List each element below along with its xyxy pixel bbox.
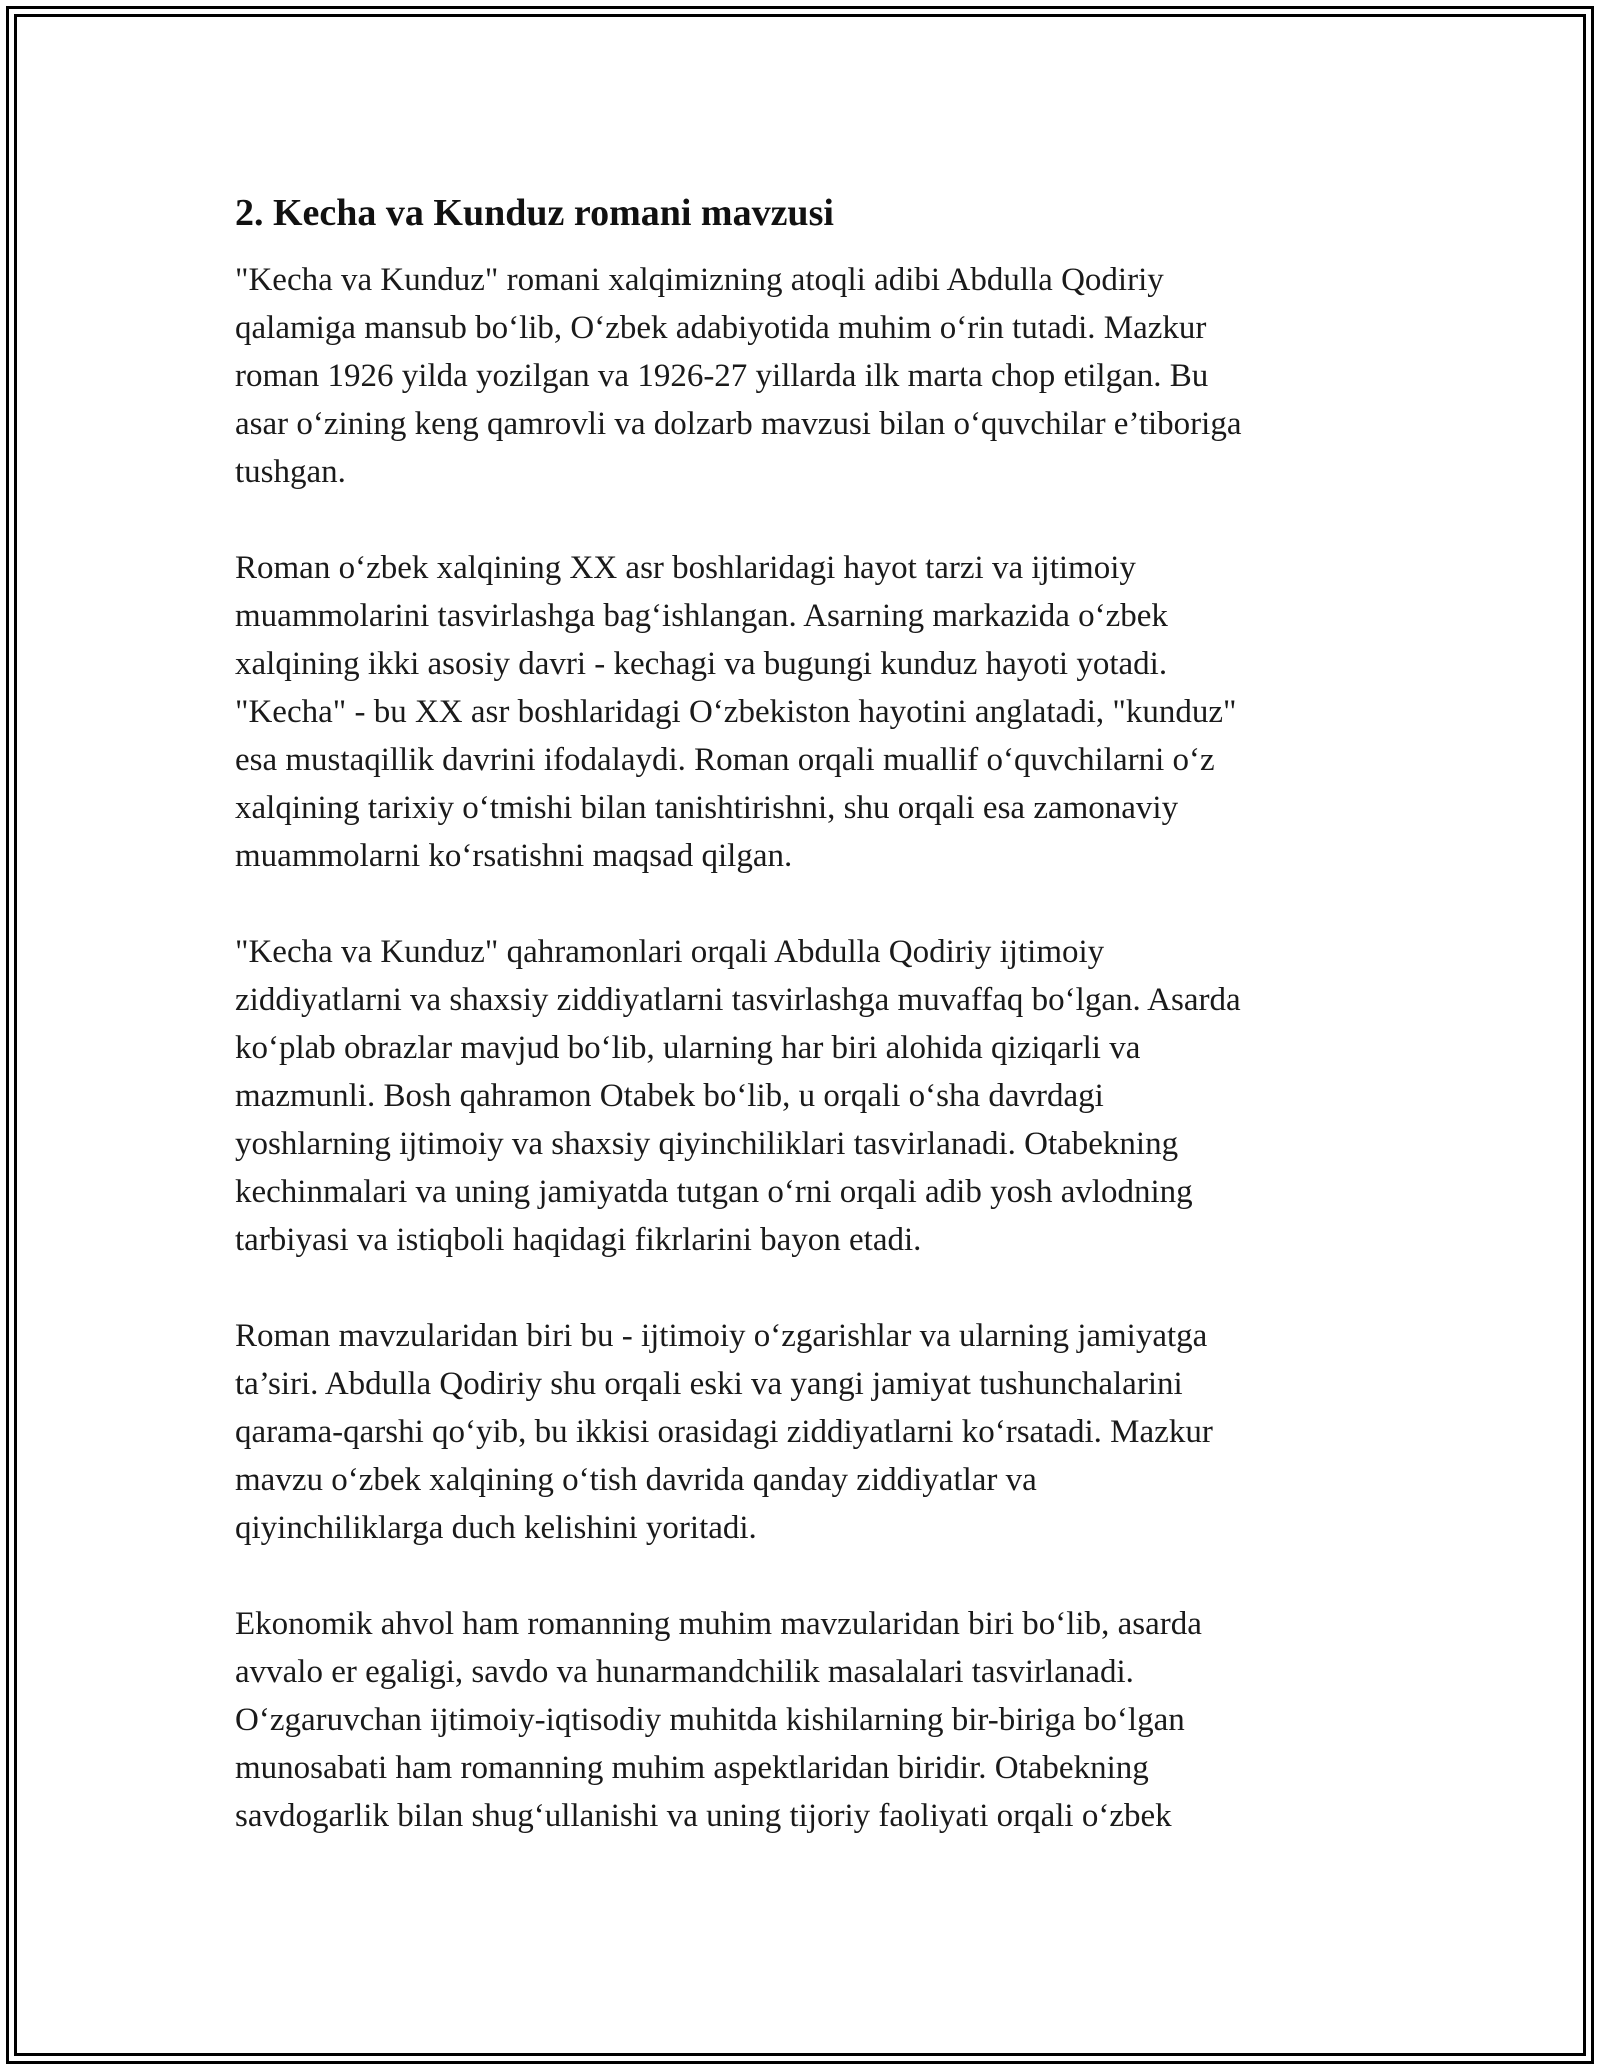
paragraph-line: ta’siri. Abdulla Qodiriy shu orqali eski va yangi jamiyat tushunchalarini [235, 1366, 1183, 1402]
paragraph-line: qarama-qarshi qo‘yib, bu ikkisi orasidagi ziddiyatlarni ko‘rsatadi. Mazkur [235, 1414, 1213, 1450]
paragraph-line: qiyinchiliklarga duch kelishini yoritadi. [235, 1510, 757, 1546]
paragraph-line: avvalo er egaligi, savdo va hunarmandchilik masalalari tasvirlanadi. [235, 1654, 1134, 1690]
section-heading: 2. Kecha va Kunduz romani mavzusi [235, 192, 834, 234]
paragraph-line: Roman mavzularidan biri bu - ijtimoiy o‘zgarishlar va ularning jamiyatga [235, 1318, 1208, 1354]
paragraph-line: "Kecha va Kunduz" romani xalqimizning atoqli adibi Abdulla Qodiriy [235, 262, 1164, 298]
paragraph-line: mavzu o‘zbek xalqining o‘tish davrida qanday ziddiyatlar va [235, 1462, 1037, 1498]
paragraph-line: mazmunli. Bosh qahramon Otabek bo‘lib, u orqali o‘sha davrdagi [235, 1078, 1104, 1114]
paragraph-line: xalqining ikki asosiy davri - kechagi va bugungi kunduz hayoti yotadi. [235, 646, 1168, 682]
paragraph-line: savdogarlik bilan shug‘ullanishi va uning tijoriy faoliyati orqali o‘zbek [235, 1798, 1172, 1834]
paragraph-line: roman 1926 yilda yozilgan va 1926-27 yillarda ilk marta chop etilgan. Bu [235, 358, 1209, 394]
paragraph-line: Roman o‘zbek xalqining XX asr boshlaridagi hayot tarzi va ijtimoiy [235, 550, 1136, 586]
paragraph-line: kechinmalari va uning jamiyatda tutgan o‘rni orqali adib yosh avlodning [235, 1174, 1193, 1210]
paragraph-4 [235, 1312, 1365, 1552]
paragraph-line: asar o‘zining keng qamrovli va dolzarb mavzusi bilan o‘quvchilar e’tiboriga [235, 406, 1242, 442]
paragraph-line: yoshlarning ijtimoiy va shaxsiy qiyinchiliklari tasvirlanadi. Otabekning [235, 1126, 1179, 1162]
paragraph-line: qalamiga mansub bo‘lib, O‘zbek adabiyotida muhim o‘rin tutadi. Mazkur [235, 310, 1207, 346]
paragraph-line: "Kecha" - bu XX asr boshlaridagi O‘zbekiston hayotini anglatadi, "kunduz" [235, 694, 1237, 730]
paragraph-5 [235, 1600, 1365, 1840]
document-body [235, 188, 1365, 1888]
paragraph-line: ko‘plab obrazlar mavjud bo‘lib, ularning har biri alohida qiziqarli va [235, 1030, 1141, 1066]
paragraph-line: tushgan. [235, 454, 346, 490]
paragraph-line: esa mustaqillik davrini ifodalaydi. Roman orqali muallif o‘quvchilarni o‘z [235, 742, 1215, 778]
paragraph-line: O‘zgaruvchan ijtimoiy-iqtisodiy muhitda kishilarning bir-biriga bo‘lgan [235, 1702, 1185, 1738]
paragraph-line: munosabati ham romanning muhim aspektlaridan biridir. Otabekning [235, 1750, 1149, 1786]
paragraph-line: "Kecha va Kunduz" qahramonlari orqali Abdulla Qodiriy ijtimoiy [235, 934, 1105, 970]
paragraph-line: ziddiyatlarni va shaxsiy ziddiyatlarni tasvirlashga muvaffaq bo‘lgan. Asarda [235, 982, 1241, 1018]
paragraph-3 [235, 928, 1365, 1264]
paragraph-2 [235, 544, 1365, 880]
paragraph-line: muammolarni ko‘rsatishni maqsad qilgan. [235, 838, 793, 874]
paragraph-1 [235, 256, 1365, 496]
paragraph-line: tarbiyasi va istiqboli haqidagi fikrlarini bayon etadi. [235, 1222, 922, 1258]
paragraph-line: xalqining tarixiy o‘tmishi bilan tanishtirishni, shu orqali esa zamonaviy [235, 790, 1179, 826]
paragraph-line: Ekonomik ahvol ham romanning muhim mavzularidan biri bo‘lib, asarda [235, 1606, 1202, 1642]
paragraph-line: muammolarini tasvirlashga bag‘ishlangan. Asarning markazida o‘zbek [235, 598, 1168, 634]
